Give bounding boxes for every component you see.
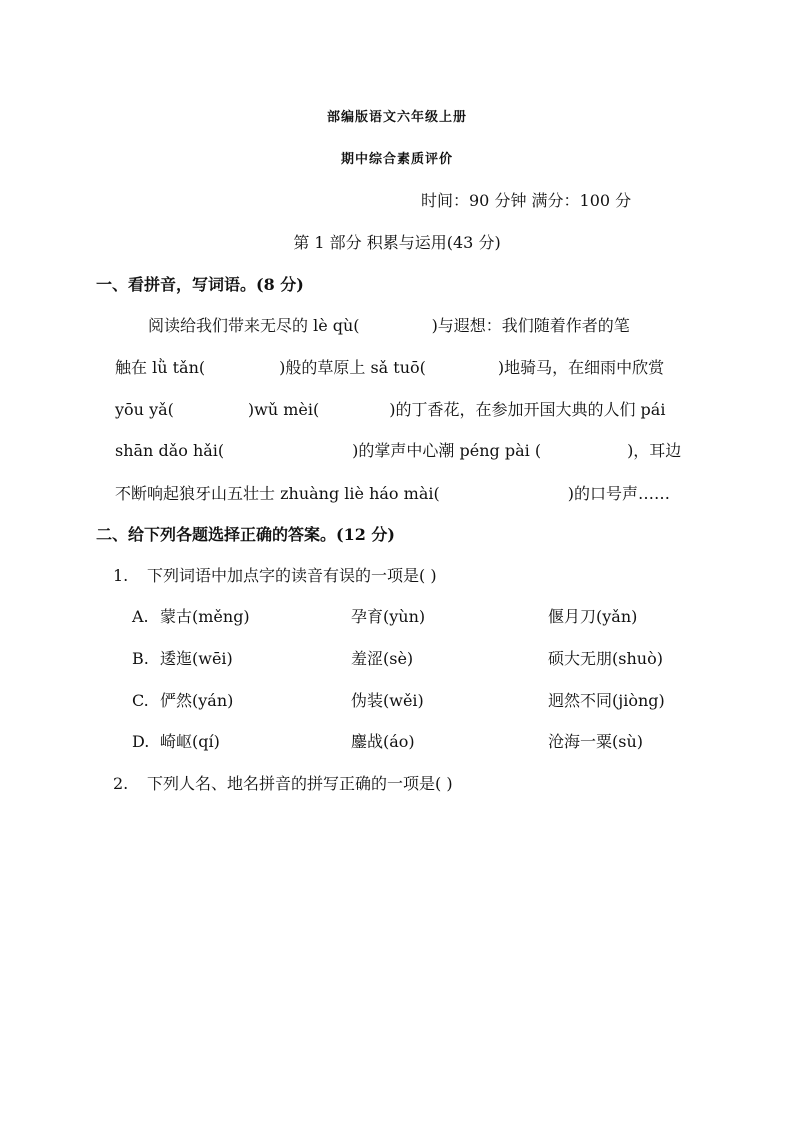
line-3-part-c: )的丁香花，在参加开国大典的人们 pái: [389, 400, 666, 419]
question-1-text: 下列词语中加点字的读音有误的一项是( ): [147, 566, 437, 585]
option-word: 羞涩(sè): [351, 649, 414, 668]
option-word: 孕育(yùn): [351, 607, 426, 626]
line-1-part-b: )与遐想：我们随着作者的笔: [431, 316, 630, 335]
option-word: 俨然(yán): [160, 691, 234, 710]
option-word: 鏖战(áo): [351, 732, 415, 751]
paragraph-line-1: [148, 316, 630, 336]
section-2-heading: 二、给下列各题选择正确的答案。(12 分): [96, 525, 395, 544]
option-letter: D.: [132, 732, 150, 751]
question-2-number: 2.: [113, 774, 129, 793]
option-row-b[interactable]: [0, 648, 794, 670]
question-2-text: 下列人名、地名拼音的拼写正确的一项是( ): [147, 774, 453, 793]
line-4-part-c: )，耳边: [627, 441, 682, 460]
option-letter: A.: [132, 607, 149, 626]
option-row-d[interactable]: [0, 731, 794, 753]
paragraph-line-3: [115, 400, 665, 420]
paragraph-line-4: [115, 441, 681, 461]
line-4-part-b: )的掌声中心潮 péng pài (: [352, 441, 542, 460]
option-letter: C.: [132, 691, 149, 710]
option-word: 崎岖(qí): [160, 732, 220, 751]
option-word: 硕大无朋(shuò): [548, 649, 663, 668]
line-5-part-b: )的口号声……: [567, 484, 670, 503]
line-2-part-b: )般的草原上 sǎ tuō(: [279, 358, 426, 377]
question-1-number: 1.: [113, 566, 129, 585]
option-word: 伪装(wěi): [351, 691, 424, 710]
option-row-c[interactable]: [0, 690, 794, 712]
option-word: 迥然不同(jiòng): [548, 691, 665, 710]
option-word: 蒙古(měng): [160, 607, 250, 626]
line-1-part-a: 阅读给我们带来无尽的 lè qù(: [148, 316, 360, 335]
document-subtitle: 期中综合素质评价: [340, 152, 453, 167]
document-title: 部编版语文六年级上册: [326, 110, 467, 125]
option-row-a[interactable]: [0, 606, 794, 628]
option-word: 逶迤(wēi): [160, 649, 233, 668]
time-score-info: 时间：90 分钟 满分：100 分: [421, 191, 632, 210]
option-word: 偃月刀(yǎn): [548, 607, 638, 626]
line-4-part-a: shān dǎo hǎi(: [115, 441, 225, 460]
part-heading: 第 1 部分 积累与运用(43 分): [293, 233, 501, 252]
option-letter: B.: [132, 649, 149, 668]
option-word: 沧海一粟(sù): [548, 732, 644, 751]
line-3-part-b: )wǔ mèi(: [247, 400, 320, 419]
line-2-part-c: )地骑马，在细雨中欣赏: [497, 358, 665, 377]
line-2-part-a: 触在 lǜ tǎn(: [115, 358, 206, 377]
section-1-heading: 一、看拼音，写词语。(8 分): [96, 275, 304, 294]
paragraph-line-2: [115, 358, 664, 378]
line-3-part-a: yōu yǎ(: [115, 400, 174, 419]
paragraph-line-5: [115, 484, 670, 504]
line-5-part-a: 不断响起狼牙山五壮士 zhuàng liè háo mài(: [115, 484, 440, 503]
